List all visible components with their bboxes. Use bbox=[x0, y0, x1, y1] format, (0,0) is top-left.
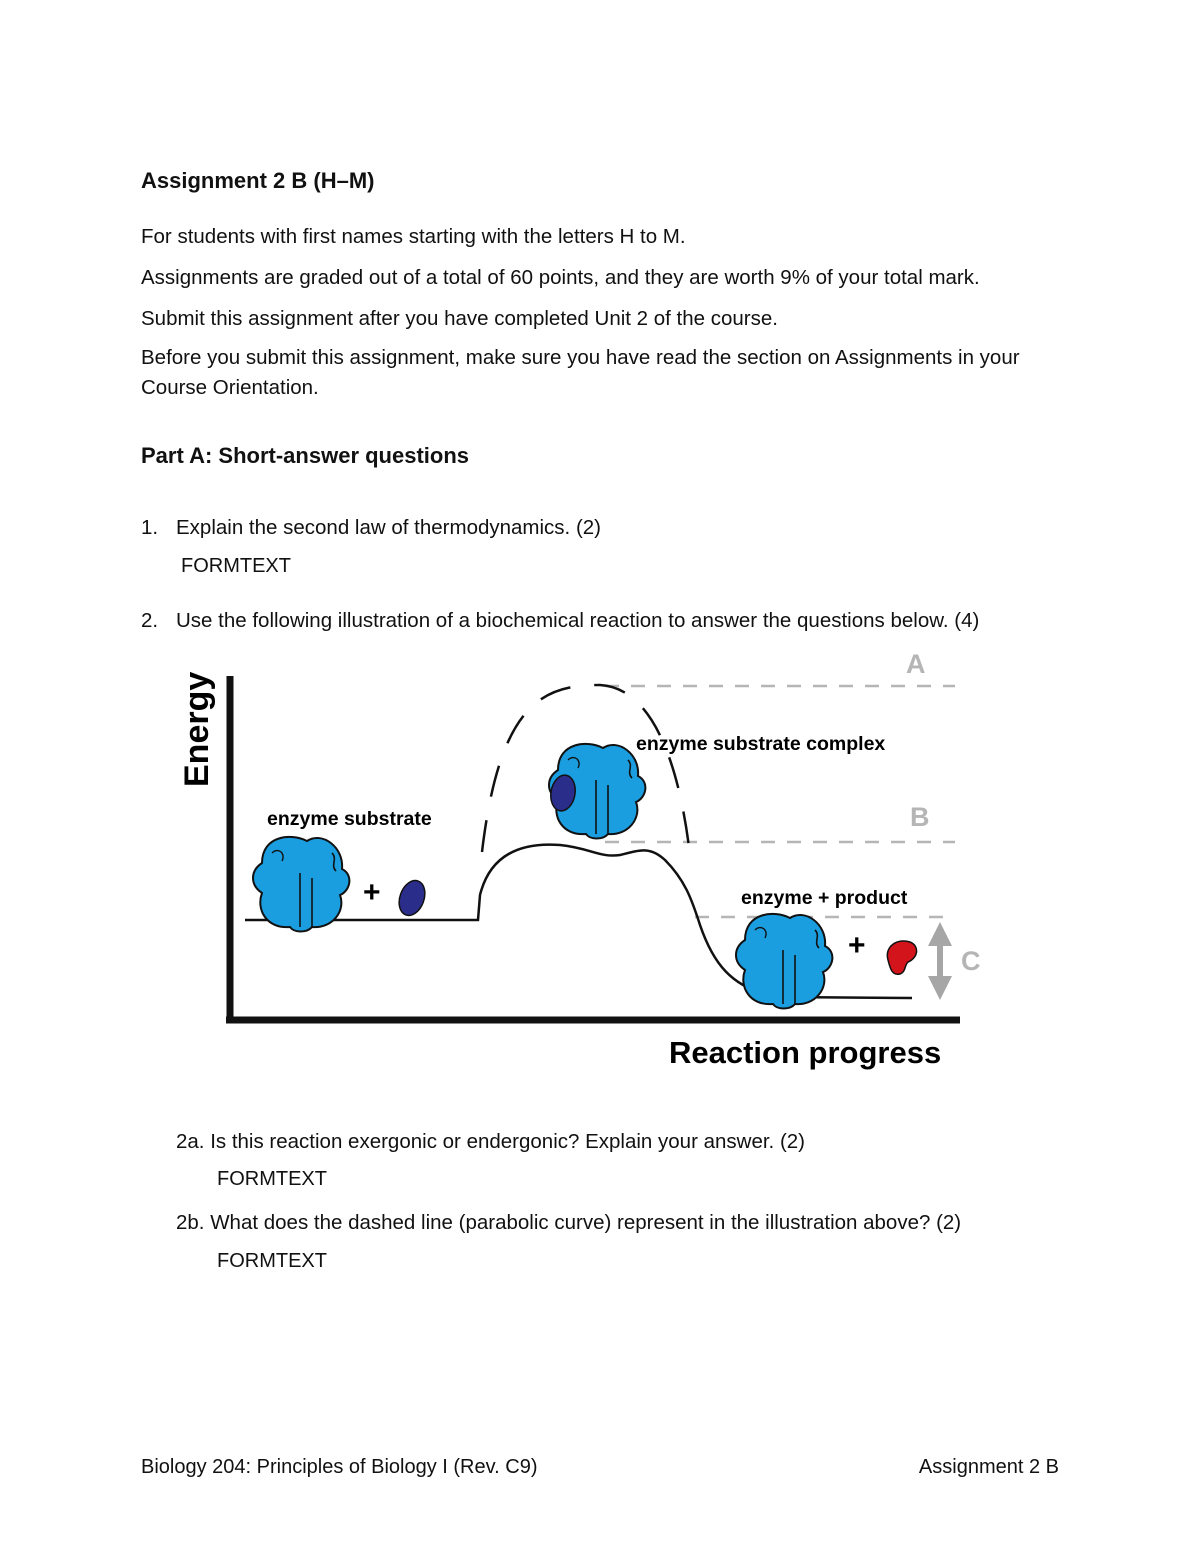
intro-line-students: For students with first names starting with the letters H to M. bbox=[141, 225, 686, 248]
question-1-answer-field[interactable]: FORMTEXT bbox=[181, 555, 291, 577]
question-2-number: 2. bbox=[141, 609, 159, 632]
product-icon bbox=[887, 941, 916, 974]
label-enzyme-substrate: enzyme substrate bbox=[267, 808, 432, 830]
footer-assignment-label: Assignment 2 B bbox=[918, 1456, 1059, 1478]
footer-course-title: Biology 204: Principles of Biology I (Rev. C9) bbox=[141, 1456, 538, 1478]
intro-line-before-submit: Before you submit this assignment, make sure you have read the section on Assignments in your Course Orientation. bbox=[141, 346, 1020, 399]
level-label-c: C bbox=[961, 946, 981, 976]
energy-difference-arrow bbox=[928, 922, 952, 1000]
question-2a-text: 2a. Is this reaction exergonic or endergonic? Explain your answer. (2) bbox=[176, 1130, 806, 1153]
x-axis-label: Reaction progress bbox=[669, 1035, 942, 1070]
plus-sign-left: + bbox=[363, 876, 381, 909]
level-label-a: A bbox=[906, 649, 926, 679]
enzyme-left-icon bbox=[253, 837, 349, 932]
intro-line-grading: Assignments are graded out of a total of 60 points, and they are worth 9% of your total mark. bbox=[141, 266, 980, 289]
enzyme-product-icon bbox=[736, 914, 832, 1009]
question-2-text: Use the following illustration of a biochemical reaction to answer the questions below. (4) bbox=[176, 609, 980, 632]
question-2b-answer-field[interactable]: FORMTEXT bbox=[217, 1250, 327, 1272]
assignment-title: Assignment 2 B (H–M) bbox=[141, 168, 375, 193]
label-enzyme-substrate-complex: enzyme substrate complex bbox=[636, 733, 886, 755]
question-1-number: 1. bbox=[141, 516, 159, 539]
substrate-icon bbox=[395, 877, 430, 919]
question-2b-text: 2b. What does the dashed line (parabolic curve) represent in the illustration above? (2) bbox=[176, 1211, 962, 1234]
y-axis-label: Energy bbox=[178, 671, 216, 787]
part-a-heading: Part A: Short-answer questions bbox=[141, 443, 470, 468]
intro-line-submit: Submit this assignment after you have completed Unit 2 of the course. bbox=[141, 307, 778, 330]
level-label-b: B bbox=[910, 802, 930, 832]
question-1-text: Explain the second law of thermodynamics. (2) bbox=[176, 516, 602, 539]
plus-sign-right: + bbox=[848, 929, 866, 962]
question-2a-answer-field[interactable]: FORMTEXT bbox=[217, 1168, 327, 1190]
label-enzyme-product: enzyme + product bbox=[741, 887, 908, 909]
